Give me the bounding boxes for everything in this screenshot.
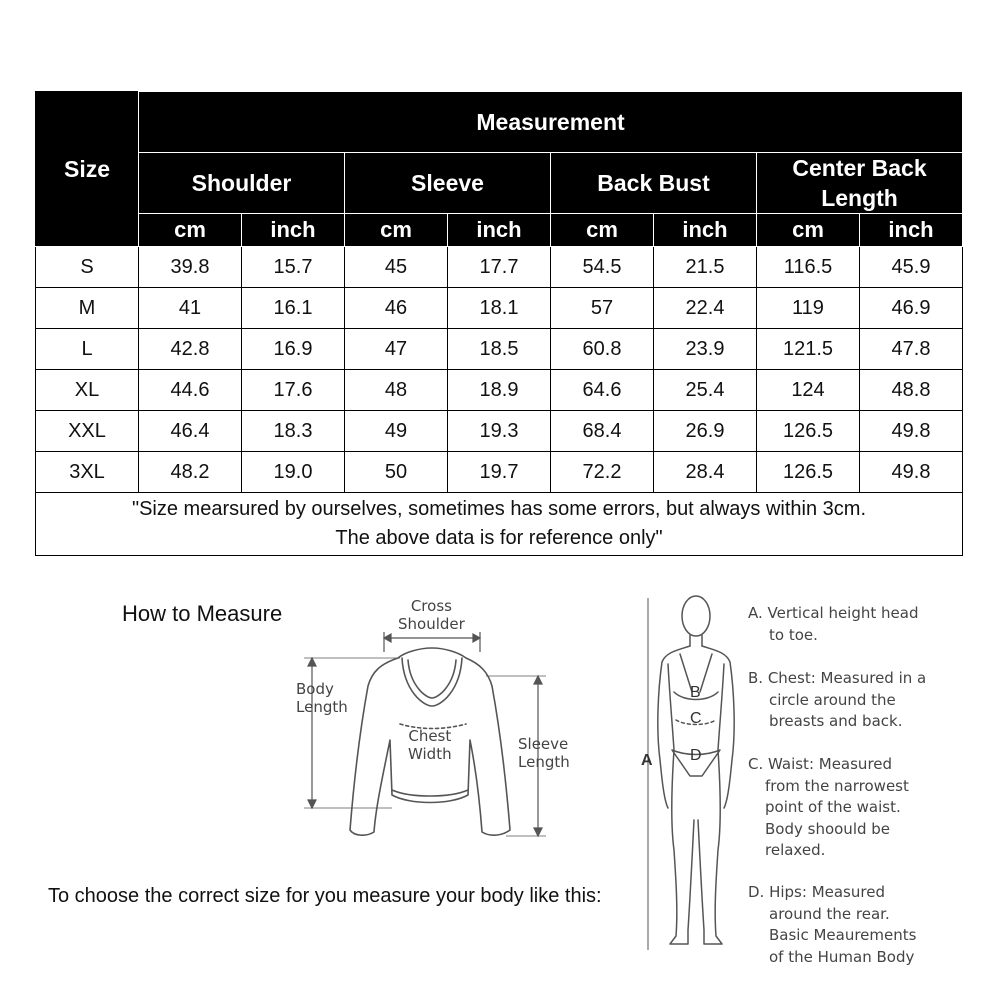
chest-width-label: Chest Width — [408, 727, 452, 763]
value-cell: 47.8 — [860, 329, 963, 370]
note-line: The above data is for reference only" — [335, 527, 663, 549]
value-cell: 50 — [345, 452, 448, 493]
value-cell: 16.1 — [242, 288, 345, 329]
size-cell: 3XL — [36, 452, 139, 493]
body-figure-diagram — [630, 590, 740, 960]
value-cell: 46 — [345, 288, 448, 329]
size-cell: XL — [36, 370, 139, 411]
legend-c: C. Waist: Measured from the narrowest point of the waist. Body shoould be relaxed. — [748, 755, 909, 859]
value-cell: 49.8 — [860, 411, 963, 452]
unit-inch-header: inch — [654, 214, 757, 247]
value-cell: 42.8 — [139, 329, 242, 370]
unit-cm-header: cm — [345, 214, 448, 247]
unit-inch-header: inch — [242, 214, 345, 247]
cross-shoulder-label: Cross Shoulder — [398, 597, 465, 633]
table-row — [36, 452, 963, 493]
value-cell: 49 — [345, 411, 448, 452]
value-cell: 46.9 — [860, 288, 963, 329]
value-cell: 124 — [757, 370, 860, 411]
value-cell: 17.7 — [448, 247, 551, 288]
value-cell: 39.8 — [139, 247, 242, 288]
value-cell: 25.4 — [654, 370, 757, 411]
value-cell: 49.8 — [860, 452, 963, 493]
value-cell: 44.6 — [139, 370, 242, 411]
unit-inch-header: inch — [860, 214, 963, 247]
table-row — [36, 370, 963, 411]
sleeve-length-label: Sleeve Length — [518, 735, 570, 771]
size-cell: M — [36, 288, 139, 329]
how-to-measure-title: How to Measure — [122, 601, 283, 626]
table-row — [36, 247, 963, 288]
size-header: Size — [36, 92, 139, 247]
value-cell: 28.4 — [654, 452, 757, 493]
body-marker-c: C — [690, 710, 702, 727]
table-row — [36, 329, 963, 370]
value-cell: 48 — [345, 370, 448, 411]
value-cell: 19.0 — [242, 452, 345, 493]
value-cell: 16.9 — [242, 329, 345, 370]
value-cell: 18.5 — [448, 329, 551, 370]
value-cell: 18.1 — [448, 288, 551, 329]
value-cell: 48.8 — [860, 370, 963, 411]
value-cell: 18.9 — [448, 370, 551, 411]
back-bust-header: Back Bust — [551, 153, 757, 214]
value-cell: 23.9 — [654, 329, 757, 370]
table-row — [36, 411, 963, 452]
value-cell: 26.9 — [654, 411, 757, 452]
shoulder-header: Shoulder — [139, 153, 345, 214]
note-row — [36, 493, 963, 556]
value-cell: 48.2 — [139, 452, 242, 493]
center-back-length-header: Center Back Length — [757, 153, 963, 214]
value-cell: 21.5 — [654, 247, 757, 288]
body-marker-d: D — [690, 747, 702, 764]
value-cell: 17.6 — [242, 370, 345, 411]
value-cell: 126.5 — [757, 411, 860, 452]
value-cell: 47 — [345, 329, 448, 370]
size-cell: L — [36, 329, 139, 370]
unit-cm-header: cm — [757, 214, 860, 247]
body-marker-a: A — [641, 752, 653, 769]
body-length-label: Body Length — [296, 680, 348, 716]
value-cell: 60.8 — [551, 329, 654, 370]
size-chart-table — [35, 91, 963, 556]
value-cell: 64.6 — [551, 370, 654, 411]
value-cell: 121.5 — [757, 329, 860, 370]
unit-cm-header: cm — [551, 214, 654, 247]
value-cell: 116.5 — [757, 247, 860, 288]
value-cell: 41 — [139, 288, 242, 329]
value-cell: 68.4 — [551, 411, 654, 452]
disclaimer-note — [36, 493, 963, 556]
unit-cm-header: cm — [139, 214, 242, 247]
size-cell: XXL — [36, 411, 139, 452]
value-cell: 45.9 — [860, 247, 963, 288]
value-cell: 126.5 — [757, 452, 860, 493]
value-cell: 57 — [551, 288, 654, 329]
measurement-header: Measurement — [139, 92, 963, 153]
body-marker-b: B — [690, 684, 701, 701]
value-cell: 22.4 — [654, 288, 757, 329]
measure-instruction: To choose the correct size for you measure your body like this: — [48, 885, 602, 907]
sleeve-header: Sleeve — [345, 153, 551, 214]
size-cell: S — [36, 247, 139, 288]
note-line: "Size mearsured by ourselves, sometimes has some errors, but always within 3cm. — [131, 498, 867, 520]
value-cell: 45 — [345, 247, 448, 288]
value-cell: 54.5 — [551, 247, 654, 288]
table-row — [36, 288, 963, 329]
value-cell: 15.7 — [242, 247, 345, 288]
legend-b: B. Chest: Measured in a circle around the breasts and back. — [748, 669, 927, 730]
legend-d: D. Hips: Measured around the rear. Basic Meaurements of the Human Body — [748, 883, 917, 966]
value-cell: 19.3 — [448, 411, 551, 452]
unit-inch-header: inch — [448, 214, 551, 247]
legend-a: A. Vertical height head to toe. — [748, 604, 919, 644]
value-cell: 46.4 — [139, 411, 242, 452]
value-cell: 119 — [757, 288, 860, 329]
value-cell: 72.2 — [551, 452, 654, 493]
value-cell: 18.3 — [242, 411, 345, 452]
value-cell: 19.7 — [448, 452, 551, 493]
